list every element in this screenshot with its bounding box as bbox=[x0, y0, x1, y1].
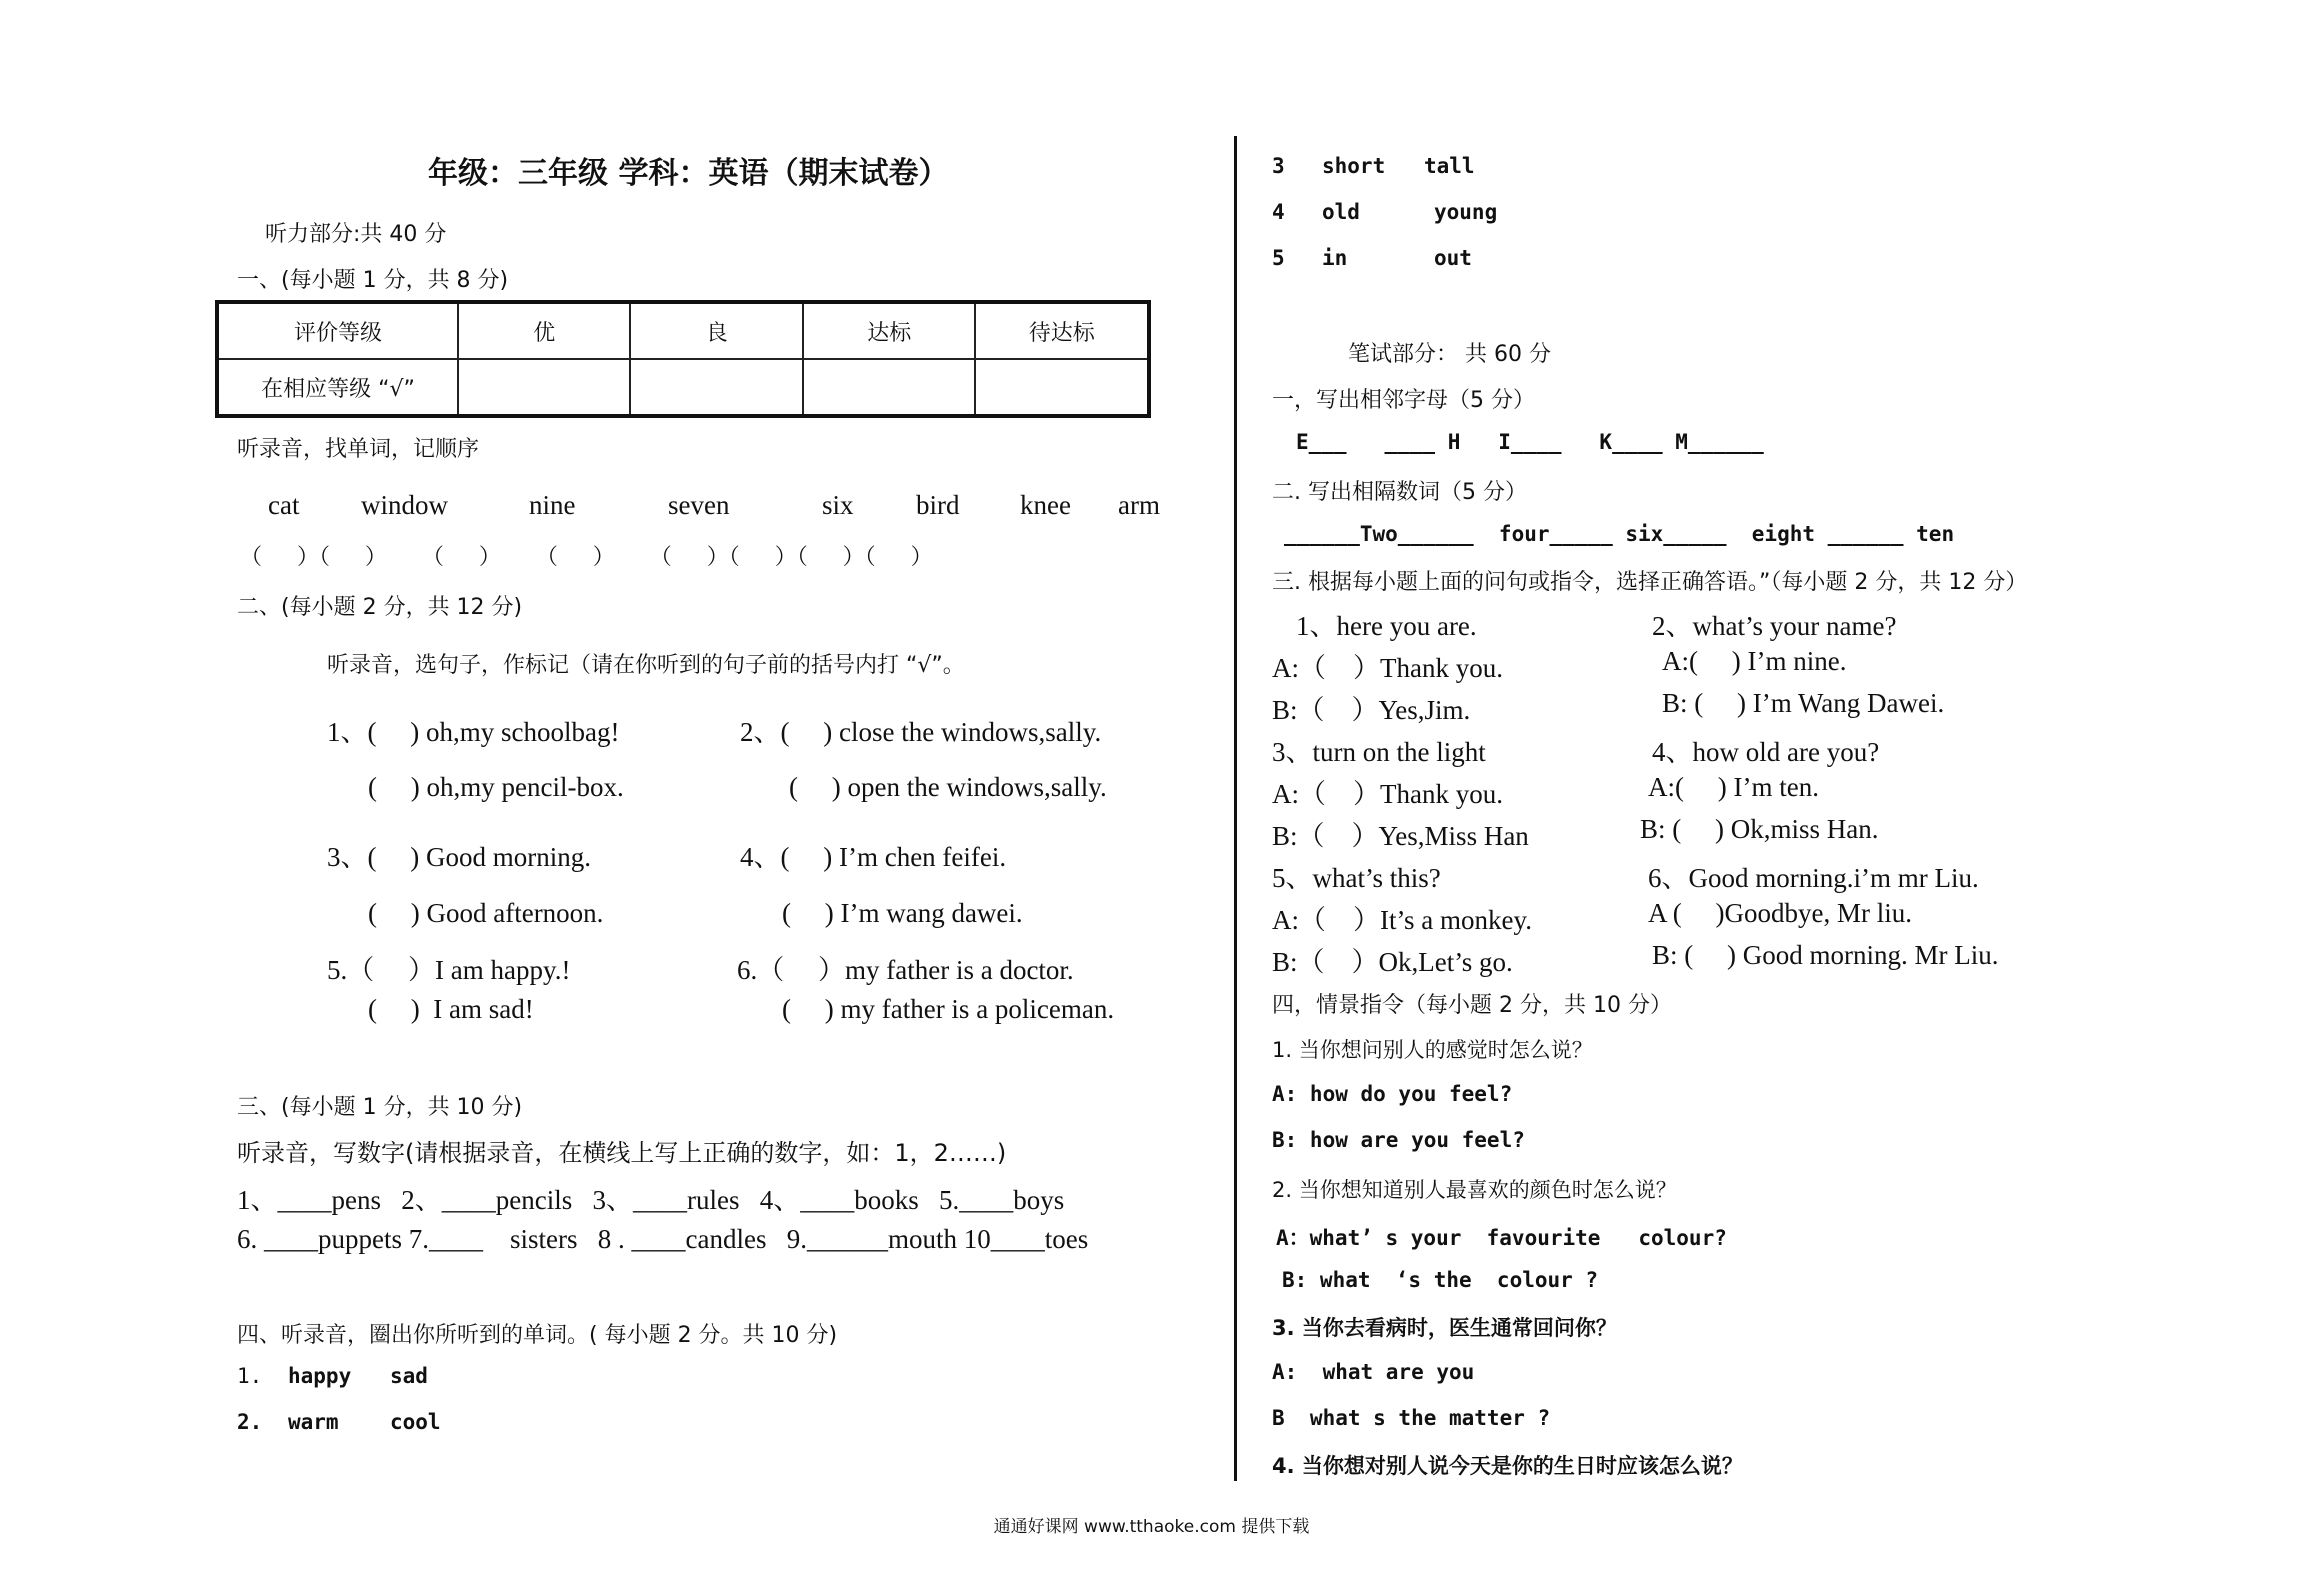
scenario-question: 3. 当你去看病时，医生通常回问你？ bbox=[1272, 1316, 1617, 1340]
dialogue-option[interactable]: A ( )Goodbye, Mr liu. bbox=[1648, 898, 1912, 928]
word-item: arm bbox=[1118, 490, 1160, 520]
section3-header: 三、(每小题 1 分，共 10 分) bbox=[237, 1095, 523, 1120]
grade-check-cell[interactable] bbox=[458, 359, 631, 416]
section3-instruction: 听录音，写数字(请根据录音，在横线上写上正确的数字，如：1，2……) bbox=[237, 1139, 1007, 1167]
written-header: 笔试部分： 共 60 分 bbox=[1348, 342, 1551, 367]
word-item: seven bbox=[668, 490, 730, 520]
dialogue-option[interactable]: A:( ) I’m ten. bbox=[1648, 772, 1819, 802]
choice-item[interactable]: 5.（ ）I am happy.! bbox=[327, 955, 571, 985]
grade-table-check-row bbox=[217, 359, 1149, 416]
dialogue-option[interactable]: A:( ) I’m nine. bbox=[1662, 646, 1847, 676]
section2-header: 二、(每小题 2 分，共 12 分) bbox=[237, 595, 523, 620]
grade-table-header-row bbox=[217, 302, 1149, 359]
choice-item[interactable]: 6.（ ）my father is a doctor. bbox=[737, 955, 1074, 985]
scenario-option[interactable]: A：what’ s your favourite colour? bbox=[1276, 1226, 1727, 1250]
pair-word[interactable]: old bbox=[1322, 200, 1360, 224]
grade-header-cell: 评价等级 bbox=[217, 302, 458, 359]
word-item: nine bbox=[529, 490, 576, 520]
item-number: 2. bbox=[237, 1410, 263, 1434]
scenario-option[interactable]: B what s the matter ? bbox=[1272, 1406, 1551, 1430]
letter-blank-line[interactable]: E___ ____ H I____ K____ M______ bbox=[1296, 430, 1764, 454]
page-footer: 通通好课网 www.tthaoke.com 提供下载 bbox=[993, 1517, 1310, 1537]
choice-item[interactable]: ( ) I am sad! bbox=[368, 994, 534, 1024]
circle-word[interactable]: sad bbox=[390, 1364, 428, 1388]
choice-item[interactable]: ( ) my father is a policeman. bbox=[782, 994, 1115, 1024]
grade-header-cell: 良 bbox=[630, 302, 803, 359]
word-item: window bbox=[361, 490, 448, 520]
listening-header: 听力部分:共 40 分 bbox=[265, 222, 447, 247]
item-number: 5 bbox=[1272, 246, 1285, 270]
scenario-question: 4. 当你想对别人说今天是你的生日时应该怎么说？ bbox=[1272, 1454, 1743, 1478]
grade-header-cell: 待达标 bbox=[975, 302, 1149, 359]
dialogue-option[interactable]: A:（ ）Thank you. bbox=[1272, 779, 1503, 809]
choice-item[interactable]: 2、( ) close the windows,sally. bbox=[740, 717, 1102, 747]
answer-parentheses-row[interactable]: （ ）（ ） （ ） （ ） （ ）（ ）（ ）（ ） bbox=[240, 545, 933, 570]
item-number: 1. bbox=[237, 1364, 263, 1388]
scenario-option[interactable]: B: what ‘s the colour ? bbox=[1282, 1268, 1599, 1292]
section1-header: 一、(每小题 1 分，共 8 分) bbox=[237, 268, 509, 293]
item-number: 3 bbox=[1272, 154, 1285, 178]
number-blank-line[interactable]: 6. ____puppets 7.____ sisters 8 . ____candles 9.______mouth 10____toes bbox=[237, 1224, 1089, 1254]
number-word-blank-line[interactable]: ______Two______ four_____ six_____ eight ______ ten bbox=[1284, 522, 1955, 546]
dialogue-question: 3、turn on the light bbox=[1272, 737, 1486, 767]
dialogue-question: 6、Good morning.i’m mr Liu. bbox=[1648, 863, 1979, 893]
circle-word[interactable]: cool bbox=[390, 1410, 441, 1434]
scenario-question: 2. 当你想知道别人最喜欢的颜色时怎么说？ bbox=[1272, 1178, 1677, 1202]
section1-instruction: 听录音，找单词，记顺序 bbox=[237, 437, 480, 462]
choice-item[interactable]: ( ) Good afternoon. bbox=[368, 898, 604, 928]
scenario-question: 1. 当你想问别人的感觉时怎么说？ bbox=[1272, 1038, 1593, 1062]
dialogue-option[interactable]: A:（ ）It’s a monkey. bbox=[1272, 905, 1532, 935]
word-item: six bbox=[822, 490, 854, 520]
r3-header: 三. 根据每小题上面的问句或指令，选择正确答语。”（每小题 2 分，共 12 分） bbox=[1272, 570, 2028, 595]
choice-item[interactable]: ( ) I’m wang dawei. bbox=[782, 898, 1023, 928]
dialogue-option[interactable]: B: ( ) Ok,miss Han. bbox=[1640, 814, 1879, 844]
word-item: cat bbox=[268, 490, 300, 520]
choice-item[interactable]: 3、( ) Good morning. bbox=[327, 842, 591, 872]
choice-item[interactable]: 4、( ) I’m chen feifei. bbox=[740, 842, 1007, 872]
grade-check-cell[interactable] bbox=[630, 359, 803, 416]
dialogue-question: 4、how old are you? bbox=[1652, 737, 1880, 767]
grade-check-cell[interactable] bbox=[975, 359, 1149, 416]
page-title: 年级：三年级 学科：英语（期末试卷） bbox=[428, 156, 949, 191]
dialogue-option[interactable]: B:（ ）Yes,Miss Han bbox=[1272, 821, 1529, 851]
word-item: bird bbox=[916, 490, 960, 520]
grade-header-cell: 优 bbox=[458, 302, 631, 359]
grade-row-label: 在相应等级 “√” bbox=[217, 359, 458, 416]
number-blank-line[interactable]: 1、____pens 2、____pencils 3、____rules 4、____books 5.____boys bbox=[237, 1185, 1065, 1215]
section4-header: 四、听录音，圈出你所听到的单词。( 每小题 2 分。共 10 分) bbox=[237, 1323, 838, 1348]
dialogue-option[interactable]: B:（ ）Ok,Let’s go. bbox=[1272, 947, 1513, 977]
r2-header: 二. 写出相隔数词（5 分） bbox=[1272, 480, 1527, 505]
dialogue-question: 2、what’s your name? bbox=[1652, 611, 1897, 641]
dialogue-option[interactable]: A:（ ）Thank you. bbox=[1272, 653, 1503, 683]
grade-table bbox=[215, 300, 1151, 418]
circle-word[interactable]: warm bbox=[288, 1410, 339, 1434]
pair-word[interactable]: out bbox=[1434, 246, 1472, 270]
choice-item[interactable]: ( ) open the windows,sally. bbox=[789, 772, 1107, 802]
section2-instruction: 听录音，选句子，作标记（请在你听到的句子前的括号内打 “√”。 bbox=[327, 653, 965, 678]
dialogue-option[interactable]: B: ( ) Good morning. Mr Liu. bbox=[1652, 940, 1999, 970]
pair-word[interactable]: short bbox=[1322, 154, 1386, 178]
pair-word[interactable]: tall bbox=[1424, 154, 1475, 178]
pair-word[interactable]: in bbox=[1322, 246, 1348, 270]
word-item: knee bbox=[1020, 490, 1071, 520]
dialogue-question: 1、here you are. bbox=[1296, 611, 1477, 641]
scenario-option[interactable]: A: how do you feel? bbox=[1272, 1082, 1513, 1106]
grade-check-cell[interactable] bbox=[803, 359, 976, 416]
r4-header: 四，情景指令（每小题 2 分，共 10 分） bbox=[1272, 993, 1672, 1018]
pair-word[interactable]: young bbox=[1434, 200, 1498, 224]
grade-header-cell: 达标 bbox=[803, 302, 976, 359]
scenario-option[interactable]: B: how are you feel? bbox=[1272, 1128, 1525, 1152]
scenario-option[interactable]: A: what are you bbox=[1272, 1360, 1475, 1384]
choice-item[interactable]: ( ) oh,my pencil-box. bbox=[368, 772, 624, 802]
r1-header: 一，写出相邻字母（5 分） bbox=[1272, 388, 1535, 413]
circle-word[interactable]: happy bbox=[288, 1364, 352, 1388]
dialogue-option[interactable]: B: ( ) I’m Wang Dawei. bbox=[1662, 688, 1945, 718]
column-divider bbox=[1234, 136, 1237, 1481]
choice-item[interactable]: 1、( ) oh,my schoolbag! bbox=[327, 717, 620, 747]
dialogue-option[interactable]: B:（ ）Yes,Jim. bbox=[1272, 695, 1471, 725]
dialogue-question: 5、what’s this? bbox=[1272, 863, 1441, 893]
item-number: 4 bbox=[1272, 200, 1285, 224]
